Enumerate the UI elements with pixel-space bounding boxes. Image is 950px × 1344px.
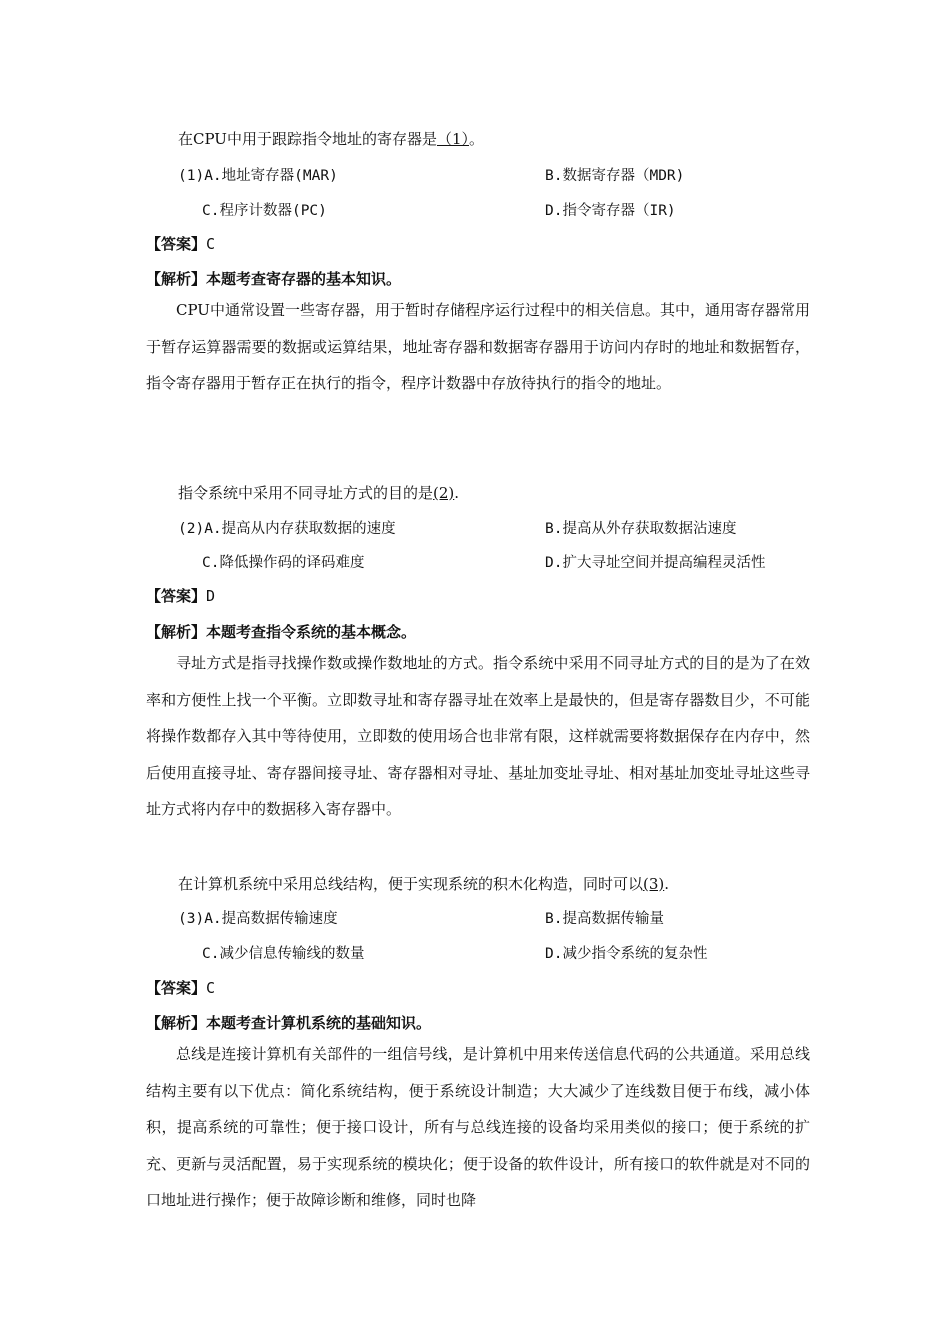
question-stem-end: . <box>664 875 670 893</box>
analysis-paragraph: 总线是连接计算机有关部件的一组信号线，是计算机中用来传送信息代码的公共通道。采用总线结构主要有以下优点：简化系统结构，便于系统设计制造；大大减少了连线数目便于布线，减小体积，提高系统的可靠性；便于接口设计，所有与总线连接的设备均采用类似的接口；便于系统的扩充、更新与灵活配置，易于实现系统的模块化；便于设备的软件设计，所有接口的软件就是对不同的口地址进行操作；便于故障诊断和维修，同时也降 <box>146 1045 810 1209</box>
analysis-label: 【解析】 <box>146 270 207 288</box>
answer-blank: (2) <box>433 484 455 502</box>
option-a: (1)A.地址寄存器(MAR) <box>178 168 338 184</box>
analysis-title: 本题考查指令系统的基本概念。 <box>206 623 417 641</box>
answer-value: C <box>206 979 216 997</box>
analysis-heading <box>146 621 416 642</box>
answer-blank: （1） <box>436 130 469 148</box>
analysis-paragraph: 寻址方式是指寻找操作数或操作数地址的方式。指令系统中采用不同寻址方式的目的是为了在效率和方便性上找一个平衡。立即数寻址和寄存器寻址在效率上是最快的，但是寄存器数目少，不可能将操作数都存入其中等待使用，立即数的使用场合也非常有限，这样就需要将数据保存在内存中，然后使用直接寻址、寄存器间接寻址、寄存器相对寻址、基址加变址寻址、相对基址加变址寻址这些寻址方式将内存中的数据移入寄存器中。 <box>146 654 810 818</box>
answer-value: D <box>206 587 216 605</box>
question-stem-text: 在计算机系统中采用总线结构，便于实现系统的积木化构造，同时可以 <box>178 875 644 893</box>
answer-label: 【答案】 <box>146 979 207 997</box>
option-b: B.提高数据传输量 <box>545 911 664 927</box>
question-2-stem <box>178 482 459 503</box>
answer-line <box>146 977 215 998</box>
analysis-heading <box>146 1012 431 1033</box>
question-3-stem <box>178 873 669 894</box>
analysis-label: 【解析】 <box>146 623 207 641</box>
answer-line <box>146 585 215 606</box>
analysis-title: 本题考查计算机系统的基础知识。 <box>206 1014 432 1032</box>
question-stem-text: 在CPU中用于跟踪指令地址的寄存器是 <box>178 130 437 148</box>
option-c: C.减少信息传输线的数量 <box>202 946 365 962</box>
answer-line <box>146 233 215 254</box>
answer-label: 【答案】 <box>146 235 207 253</box>
analysis-label: 【解析】 <box>146 1014 207 1032</box>
option-c: C.程序计数器(PC) <box>202 203 327 219</box>
option-b: B.提高从外存获取数据沾速度 <box>545 521 737 537</box>
question-stem-end: . <box>454 484 460 502</box>
question-stem-text: 指令系统中采用不同寻址方式的目的是 <box>178 484 434 502</box>
analysis-title: 本题考查寄存器的基本知识。 <box>206 270 402 288</box>
analysis-paragraph: CPU中通常设置一些寄存器，用于暂时存储程序运行过程中的相关信息。其中，通用寄存器常用于暂存运算器需要的数据或运算结果，地址寄存器和数据寄存器用于访问内存时的地址和数据暂存，指令寄存器用于暂存正在执行的指令，程序计数器中存放待执行的指令的地址。 <box>146 301 810 392</box>
analysis-heading <box>146 268 401 289</box>
answer-label: 【答案】 <box>146 587 207 605</box>
option-c: C.降低操作码的译码难度 <box>202 555 365 571</box>
question-1-stem <box>178 128 484 149</box>
option-a: (3)A.提高数据传输速度 <box>178 911 338 927</box>
option-d: D.减少指令系统的复杂性 <box>545 946 708 962</box>
question-stem-end: 。 <box>469 130 485 148</box>
option-d: D.指令寄存器（IR) <box>545 203 676 219</box>
answer-blank: (3) <box>643 875 665 893</box>
answer-value: C <box>206 235 216 253</box>
option-a: (2)A.提高从内存获取数据的速度 <box>178 521 396 537</box>
option-d: D.扩大寻址空间并提高编程灵活性 <box>545 555 766 571</box>
option-b: B.数据寄存器（MDR) <box>545 168 685 184</box>
